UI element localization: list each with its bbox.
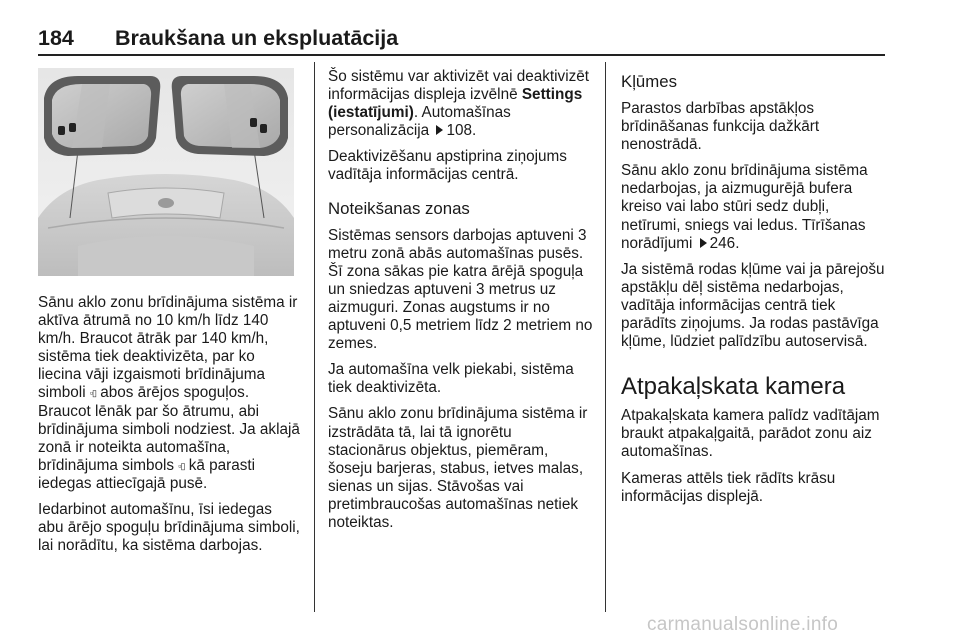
page-number: 184	[38, 26, 74, 50]
col1-p1-text: Sānu aklo zonu brīdinājuma sistēma ir aktīva ātrumā no 10 km/h līdz 140 km/h. Braucot ātrāk par 140 km/h, sistēma tiek deaktivizēta, par ko liecina vāji izgaismoti brīdinājuma simboli	[38, 294, 298, 402]
page-title: Braukšana un ekspluatācija	[115, 26, 399, 50]
col2-paragraph-4: Ja automašīna velk piekabi, sistēma tiek deaktivizēta.	[328, 361, 574, 397]
header-rule	[38, 54, 885, 56]
reference-arrow-icon	[436, 125, 443, 135]
section-heading-faults: Kļūmes	[621, 72, 677, 91]
car-mirrors-drawing	[38, 68, 294, 276]
col2-paragraph-2: Deaktivizēšanu apstiprina ziņojums vadītāja informācijas centrā.	[328, 148, 567, 184]
col3-p2a-text: Sānu aklo zonu brīdinājuma sistēma nedarbojas, ja aizmugurējā bufera kreiso vai labo stūri sedz dubļi, netīrumi, sniegs vai ledus. Tīrīšanas norādījumi	[621, 162, 868, 252]
column-3	[621, 68, 887, 514]
blind-spot-warning-icon: ▫▯	[178, 460, 185, 471]
col3-paragraph-2	[621, 162, 887, 252]
section-heading-detection-zones: Noteikšanas zonas	[328, 198, 470, 218]
column-1	[38, 294, 300, 563]
col2-paragraph-1	[328, 68, 594, 140]
col1-p1b-text: abos ārējos spoguļos. Braucot lēnāk par šo ātrumu, abi brīdinājuma simboli nodziest. Ja aklajā zonā ir noteikta automašīna, brīdinājuma simbols	[38, 384, 300, 474]
page-reference: 246.	[709, 234, 740, 252]
page-reference: 108.	[446, 122, 477, 140]
column-divider-2	[605, 62, 606, 612]
col3-paragraph-4: Atpakaļskata kamera palīdz vadītājam braukt atpakaļgaitā, parādot zonu aiz automašīnas.	[621, 407, 880, 461]
blind-spot-warning-icon: ▫▯	[89, 388, 97, 399]
watermark: carmanualsonline.info	[647, 614, 839, 635]
col2-paragraph-5: Sānu aklo zonu brīdinājuma sistēma ir izstrādāta tā, lai tā ignorētu stacionārus objektus, piemēram, šoseju barjeras, stabus, ietves malas, sienas un sijas. Stāvošas vai pretimbraucošas automašīnas netiek noteiktas.	[328, 405, 588, 531]
col3-paragraph-1: Parastos darbības apstākļos brīdināšanas funkcija dažkārt nenostrādā.	[621, 100, 820, 154]
col1-paragraph-1	[38, 294, 300, 493]
section-heading-rear-camera: Atpakaļskata kamera	[621, 373, 846, 401]
reference-arrow-icon	[700, 238, 707, 248]
col1-p1c-text: kā parasti iedegas attiecīgajā pusē.	[38, 456, 256, 492]
col2-p1b-text: . Automašīnas personalizācija	[328, 104, 511, 140]
col3-paragraph-3: Ja sistēmā rodas kļūme vai ja pārejošu apstākļu dēļ sistēma nedarbojas, vadītāja informācijas centrā tiek parādīts ziņojums. Ja rodas pastāvīga kļūme, lūdziet palīdzību autoservisā.	[621, 260, 885, 351]
col1-paragraph-2: Iedarbinot automašīnu, īsi iedegas abu ārējo spoguļu brīdinājuma simboli, lai norādītu, ka sistēma darbojas.	[38, 501, 300, 555]
mirror-illustration	[38, 68, 294, 276]
column-2	[328, 68, 594, 540]
col3-paragraph-5: Kameras attēls tiek rādīts krāsu informācijas displejā.	[621, 469, 836, 505]
col2-paragraph-3: Sistēmas sensors darbojas aptuveni 3 metru zonā abās automašīnas pusēs. Šī zona sākas pie katra ārējā spoguļa un sniedzas aptuveni 3 metrus uz aizmuguri. Zonas augstums ir no aptuveni 0,5 metriem līdz 2 metriem no zemes.	[328, 226, 593, 353]
settings-menu-label: Settings (iestatījumi)	[328, 86, 583, 122]
column-divider-1	[314, 62, 315, 612]
col2-p1a-text: Šo sistēmu var aktivizēt vai deaktivizēt informācijas displeja izvēlnē	[328, 68, 589, 104]
